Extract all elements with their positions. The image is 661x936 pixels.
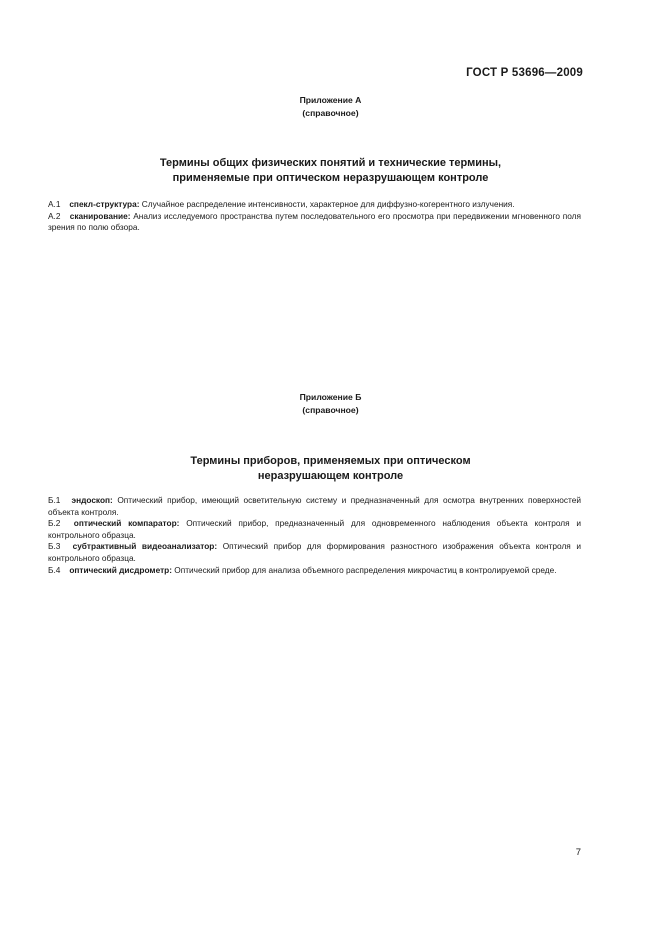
entry-definition: Анализ исследуемого пространства путем последовательного его просмотра при передвижении мгновенного поля зрения по полю обзора. [48, 210, 581, 233]
term-entry [48, 518, 581, 541]
appendix-a-label: Приложение А [299, 95, 362, 105]
appendix-b-title-line1: Термины приборов, применяемых при оптическом [190, 455, 471, 467]
entry-term: субтрактивный видеоанализатор: [72, 541, 218, 552]
appendix-b-label: Приложение Б [299, 392, 362, 402]
entry-number: Б.4 [48, 564, 61, 575]
appendix-b-title [0, 454, 661, 484]
appendix-b-note: (справочное) [302, 404, 359, 415]
entry-definition: Оптический прибор для формирования разностного изображения объекта контроля и контрольного образца. [48, 541, 581, 563]
entry-term: оптический дисдрометр: [69, 564, 172, 575]
appendix-a-title-line1: Термины общих физических понятий и технические термины, [159, 157, 502, 169]
appendix-b-heading [0, 391, 661, 416]
appendix-a-entries [48, 199, 581, 234]
appendix-a-heading [0, 94, 661, 119]
appendix-b-entries [48, 495, 581, 576]
entry-number: Б.2 [48, 518, 61, 529]
entry-number: А.1 [48, 199, 61, 209]
term-entry [48, 495, 581, 518]
entry-number: А.2 [48, 210, 61, 221]
entry-definition: Случайное распределение интенсивности, характерное для диффузно-когерентного излучения. [141, 199, 515, 209]
term-entry [48, 199, 581, 211]
entry-term: спекл-структура: [69, 199, 140, 209]
appendix-b-title-line2: неразрушающем контроле [257, 470, 404, 482]
entry-number: Б.1 [48, 495, 61, 505]
entry-definition: Оптический прибор, предназначенный для одновременного наблюдения объекта контроля и контрольного образца. [48, 518, 582, 540]
entry-definition: Оптический прибор для анализа объемного распределения микрочастиц в контролируемой среде. [174, 564, 557, 575]
term-entry [48, 541, 581, 564]
entry-definition: Оптический прибор, имеющий осветительную систему и предназначенный для осмотра внутренних поверхностей объекта контроля. [48, 495, 581, 517]
entry-number: Б.3 [48, 541, 61, 552]
page-number: 7 [575, 847, 581, 858]
document-code: ГОСТ Р 53696—2009 [466, 67, 583, 79]
term-entry [48, 565, 581, 577]
appendix-a-title-line2: применяемые при оптическом неразрушающем контроле [172, 172, 489, 184]
entry-term: оптический компаратор: [73, 518, 180, 529]
entry-term: сканирование: [69, 210, 131, 221]
appendix-a-note: (справочное) [302, 107, 359, 118]
term-entry [48, 211, 581, 234]
entry-term: эндоскоп: [71, 495, 113, 505]
appendix-a-title [0, 156, 661, 186]
